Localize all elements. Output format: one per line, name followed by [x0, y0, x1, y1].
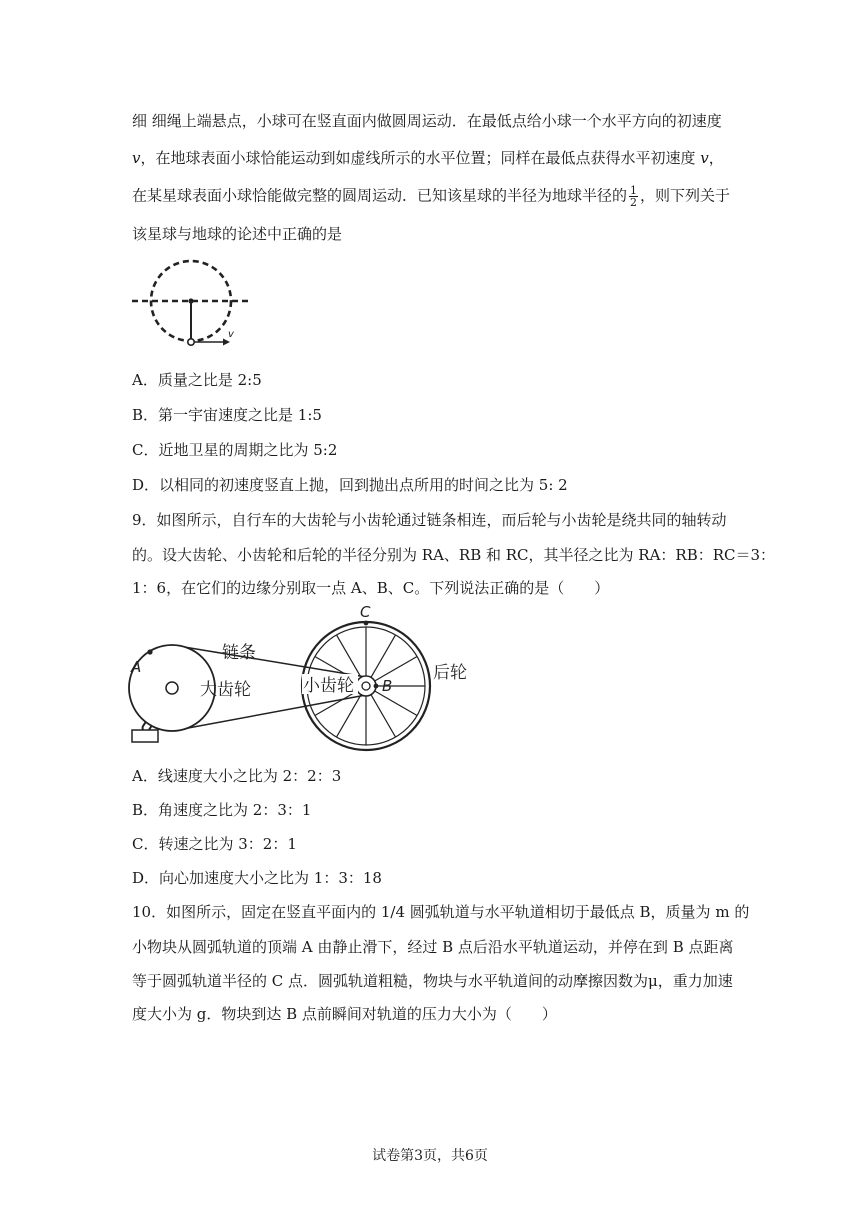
- label-c: C: [360, 603, 371, 621]
- q8-option-b: B．第一宇宙速度之比是 1:5: [132, 406, 322, 424]
- label-rear-wheel: 后轮: [433, 663, 467, 683]
- big-gear-axle: [166, 682, 178, 694]
- q8-stem-line-2-end: ，: [708, 149, 724, 167]
- q8-stem-line-1: 细 细绳上端悬点，小球可在竖直面内做圆周运动．在最低点给小球一个水平方向的初速度: [132, 112, 722, 130]
- q8-stem-line-2-text: ，在地球表面小球恰能运动到如虚线所示的水平位置；同样在最低点获得水平初速度: [140, 149, 701, 167]
- q9-option-a: A．线速度大小之比为 2：2：3: [132, 767, 342, 785]
- q8-stem-line-2: [132, 148, 724, 168]
- bicycle-gear-figure: [126, 600, 506, 758]
- q9-option-b: B．角速度之比为 2：3：1: [132, 801, 312, 819]
- label-b: B: [382, 677, 393, 695]
- fraction-denominator: 2: [630, 196, 638, 209]
- label-big-gear: 大齿轮: [200, 680, 251, 700]
- pedal: [132, 730, 158, 742]
- small-gear-axle: [362, 682, 370, 690]
- q10-stem-line-1: 10．如图所示，固定在竖直平面内的 1/4 圆弧轨道与水平轨道相切于最低点 B，质量为 m 的: [132, 903, 750, 921]
- q10-stem-line-4: 度大小为 g．物块到达 B 点前瞬间对轨道的压力大小为（ ）: [132, 1005, 557, 1023]
- ball: [188, 339, 194, 345]
- q8-stem-line-4: 该星球与地球的论述中正确的是: [132, 225, 343, 243]
- figure-velocity-label: v: [228, 329, 234, 340]
- q8-option-d: D．以相同的初速度竖直上抛，回到抛出点所用的时间之比为 5: 2: [132, 476, 568, 494]
- point-c-marker: [364, 621, 369, 626]
- point-a-marker: [147, 649, 152, 654]
- q8-option-c: C．近地卫星的周期之比为 5:2: [132, 441, 338, 459]
- velocity-symbol: v: [132, 149, 141, 167]
- point-b-marker: [374, 684, 379, 689]
- q8-option-a: A．质量之比是 2:5: [132, 371, 262, 389]
- label-a: A: [131, 658, 142, 676]
- q8-stem-line-3-a: 在某星球表面小球恰能做完整的圆周运动．已知该星球的半径为地球半径的: [132, 186, 628, 205]
- label-small-gear: 小齿轮: [303, 676, 354, 696]
- q10-stem-line-2: 小物块从圆弧轨道的顶端 A 由静止滑下，经过 B 点后沿水平轨道运动，并停在到 B 点距离: [132, 938, 734, 956]
- q9-stem-line-3: 1：6，在它们的边缘分别取一点 A、B、C。下列说法正确的是（ ）: [132, 579, 610, 597]
- q8-circle-figure: [130, 258, 250, 350]
- fraction-one-half: [629, 185, 638, 208]
- label-chain: 链条: [222, 643, 256, 663]
- q8-stem-line-3: [132, 185, 730, 208]
- q9-stem-line-2: 的。设大齿轮、小齿轮和后轮的半径分别为 RA、RB 和 RC，其半径之比为 RA：RB：RC＝3：: [132, 546, 776, 564]
- q9-option-c: C．转速之比为 3：2：1: [132, 835, 297, 853]
- q8-stem-line-3-b: ，则下列关于: [640, 186, 731, 205]
- fraction-numerator: 1: [630, 184, 638, 197]
- q10-stem-line-3: 等于圆弧轨道半径的 C 点．圆弧轨道粗糙，物块与水平轨道间的动摩擦因数为μ，重力加速: [132, 972, 733, 990]
- velocity-symbol: v: [700, 149, 709, 167]
- page-footer: 试卷第3页，共6页: [372, 1148, 488, 1164]
- q9-stem-line-1: 9．如图所示，自行车的大齿轮与小齿轮通过链条相连，而后轮与小齿轮是绕共同的轴转动: [132, 511, 727, 529]
- q9-option-d: D．向心加速度大小之比为 1：3：18: [132, 869, 382, 887]
